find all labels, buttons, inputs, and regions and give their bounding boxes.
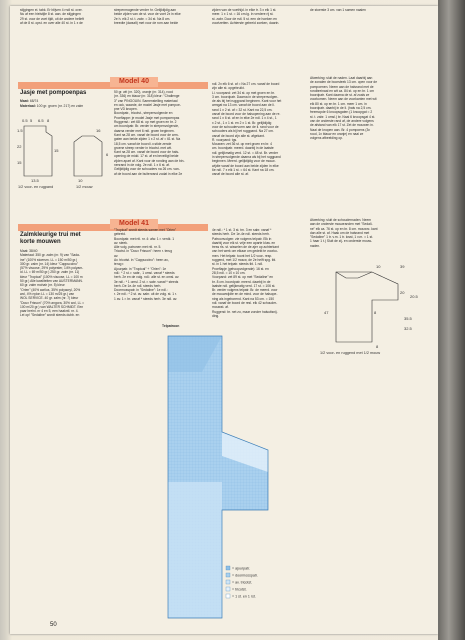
model40-title: Jasje met pompoenpas bbox=[20, 90, 87, 96]
text-line: zijden van de voethijd. in elke tr. 3 x elk 1 st. bbox=[212, 8, 277, 12]
text-line: aan de onderste mouwranden met "Sedali- bbox=[310, 222, 373, 227]
text-line: 300 gr. zalm (nr. 14) kleur "Cappuccino" bbox=[20, 261, 79, 266]
dimension-label: 15 bbox=[17, 160, 22, 165]
model41-col4 bbox=[310, 218, 410, 250]
text-line: schouders als bij het ruggpand. Na 27 cm. bbox=[212, 129, 274, 134]
text-line: 18,5 cm. vanaf de boord i.v.stide zende bbox=[114, 141, 172, 146]
text-line: av. bbox=[114, 253, 119, 258]
text-line: 3 cm. boordpatr. Daarna in de strepenvolgen- bbox=[212, 94, 279, 99]
text-line: meer. 1 x 1 st. = 16 cm.lg. In verdere rij st. bbox=[212, 12, 274, 17]
magazine-page bbox=[10, 6, 438, 634]
dimension-label: 16 bbox=[96, 128, 101, 133]
text-line: 60 gr. zalm mohair (nr. 5) kleur bbox=[20, 283, 65, 288]
text-line: beginnen. Meerd. gelijktijdig voor de mouw- bbox=[212, 159, 276, 164]
dimension-label: 20 bbox=[400, 290, 405, 295]
text-line: Proeflapje (gehoopvolgende): 16 st. en bbox=[212, 266, 269, 271]
text-line: volgens afbeelding op. bbox=[310, 136, 343, 141]
text-line: de stoerste 3 cm. van 1 samen naaien bbox=[310, 8, 366, 12]
text-line: pne VD knopen. bbox=[114, 107, 138, 112]
text-line: voor de schoudervorm aan de li. rand voor de bbox=[212, 124, 279, 129]
text-line: steeds herh. De 1e-4e ndl. steeds herh. bbox=[212, 232, 270, 237]
text-line: vanaf de boord voor de halsopening aan de re. bbox=[212, 112, 281, 117]
text-line: voorkomen. Neem aan de voorkanten met wit bbox=[310, 97, 377, 102]
text-line: Maat: 38/40 bbox=[20, 249, 38, 253]
text-line: stijgingen ei. tabk. Er blijven 4 rndl st. over. bbox=[20, 8, 83, 12]
text-line: Voorpand: zet 89 st. op met "Sedaline" en bbox=[212, 275, 273, 280]
text-line: 3e ndl.: * 1 omsl. 2 st. r. sabr. vanaf * steeds bbox=[114, 279, 179, 284]
text-line: Afwerking: sluit de naden. Laat daarbij aan bbox=[310, 76, 373, 80]
text-line: terug r. bbox=[114, 262, 125, 267]
text-line: boordpatr. daarbij in de li. (hals na 2,5 cm. bbox=[310, 106, 372, 111]
text-line: 2e h. elk 2 st. t. zabr. = 34 st. Na 8 cm. bbox=[114, 16, 171, 21]
text-line: men. Het telpatr. toont het 1/2 voor- resp. bbox=[212, 253, 273, 258]
legend-rst: = 1 st. en 1 rst. bbox=[232, 594, 256, 599]
text-line: WOL SERVICE. 40 gr. zalm (nr. 7) kleur bbox=[20, 296, 79, 301]
text-line: daarbij voor elk st. vrije een aparte kluw. en bbox=[212, 240, 276, 245]
text-line: Kant na 28 cm. vanaf de boord voor de arm- bbox=[114, 132, 179, 137]
text-line: de mouwwijdte en de mind. voor de halsope- bbox=[212, 292, 278, 297]
text-line: ding. bbox=[212, 313, 220, 318]
text-line: r. 2e ndl.: * 2 st. av. sabr. uit de volg. st. 1 r. bbox=[114, 292, 177, 297]
text-line: 1 haar 1 t.) Sluit de zij- en onderste mouw- bbox=[310, 239, 373, 244]
text-line: Mouwen: zet 36 st. op met groen en br. 4 bbox=[212, 142, 272, 147]
text-line: Patroonvolgen: zie volgens telpatr. Elk in bbox=[212, 236, 272, 241]
text-line: Alle volg. patronen met ntl. nr. 5. bbox=[114, 245, 162, 250]
model40-col2 bbox=[114, 90, 206, 186]
text-line: elk 80 st. op en br. 1 cm. meer 1 cm. in bbox=[310, 101, 367, 106]
text-line: 50 gr. wit (nr. 320), oranje (nr. 314), rood bbox=[114, 90, 174, 94]
text-line: 4e ndl.: * 1 st. 3 st. tm. 3 en sabr. vanaf * bbox=[212, 228, 272, 232]
legend-doormosspatr: = doormosspatr. bbox=[232, 573, 258, 578]
text-line: breedte (dwaalt) met voor de rom aan beide bbox=[114, 20, 179, 25]
text-line: groene streep verder in tricotst. met wit. bbox=[114, 145, 172, 150]
text-line: rand 1 x 2 st. af = 32 st. Kant na 22,5 cm. bbox=[212, 107, 273, 112]
dimension-label: 8 bbox=[374, 310, 377, 315]
text-line: voortzetten. Achterste gebreid zoeken, daarin. bbox=[212, 20, 280, 25]
text-line: naden. bbox=[310, 243, 321, 248]
text-line: ndl. 2x elk 6 st. af = Na 27 cm. vanaf de boord bbox=[212, 82, 280, 86]
text-line: Br. verder volgens telpatr. Br. de meerd. voor bbox=[212, 288, 278, 293]
text-line: laatste ndl. gelijkmatig verd. 17 st. = 106 st. bbox=[212, 283, 276, 288]
dimension-label: 20.5 bbox=[410, 294, 418, 299]
text-line: 1 av. 1 r. br. vanaf * steeds herh. 3e ndl. av. bbox=[114, 296, 178, 301]
text-line: Gelijktijdig voor de schouders na 26 cm. van- bbox=[114, 167, 180, 172]
dimension-label: 10 bbox=[376, 264, 381, 269]
dimension-label: 32.5 bbox=[404, 326, 412, 331]
text-line: Li. voorpand: zet 34 st. op met groen en br. bbox=[212, 90, 275, 95]
text-line: nenrand in de volg. 2e ndl. 1 x 6 st. af. bbox=[114, 163, 170, 168]
text-line: strepenmogende verder hr. Gelijktijdig aan bbox=[114, 8, 176, 12]
text-line: Av. tricotst. in "Cappuccino": heen av., bbox=[114, 258, 170, 263]
text-line: vanaf de boord alle st. af. bbox=[212, 172, 250, 177]
telpatroon-label: Telpatroon bbox=[162, 324, 180, 328]
model41-title-2: korte mouwen bbox=[20, 239, 61, 245]
model40-caption-right: 1/2 mouw bbox=[76, 185, 93, 189]
top-col2 bbox=[114, 8, 204, 28]
model40-label: Model 40 bbox=[110, 77, 158, 87]
text-line: Ruggenst.: zet 68 st. op met groen en br. 2 bbox=[114, 120, 177, 125]
text-line: Boordpatr., tricotst., strepenvolgende en bbox=[114, 111, 173, 116]
dimension-label: 6.5 bbox=[38, 118, 44, 123]
text-line: Afwerking: sluit de schoudernaden. Neem bbox=[310, 218, 372, 222]
dimension-label: 5 bbox=[30, 118, 33, 123]
top-col1 bbox=[20, 8, 106, 28]
text-line: 6e ndl. 7 x elk 1 st. = 64 st. Kant na 18 cm. bbox=[212, 167, 275, 172]
text-line: boordpatr. Kant daarna de st. af zoals ze bbox=[310, 93, 370, 98]
text-line: ning als ingeborend. Kant na 53 cm. = 150 bbox=[212, 296, 275, 301]
text-line: mouwst. af. bbox=[212, 305, 229, 310]
dimension-label: 8 bbox=[47, 118, 50, 123]
model41-title-1: Zalmkleurige trui met bbox=[20, 232, 81, 238]
dimension-label: 15 bbox=[54, 148, 59, 153]
text-line: "Tropical" wordt steeds samen met "Orien" bbox=[114, 228, 177, 232]
text-line: 3" van PINGOUIN. Samenstelling materiaal bbox=[114, 98, 178, 103]
dimension-label: 6 bbox=[106, 152, 109, 157]
text-line: x 2 st., 1 x 1 st. en 2 x 1 st. Br. gelijktijdig bbox=[212, 120, 272, 125]
top-col3 bbox=[212, 8, 302, 28]
text-line: st. t. zabr. 1 omsl.) br. Naai 6 knoopsgat 4 st. bbox=[310, 114, 376, 119]
text-line: de als bij het ruggpand beginnen. Kant voor het bbox=[212, 99, 282, 104]
text-line: ruggend, met 1/2 mouw, de 2e helft spg. tbl. bbox=[212, 258, 277, 263]
text-line: cm boordpatr. Br. verder in strepenvolgende, bbox=[114, 124, 180, 129]
model41-schema bbox=[314, 258, 424, 358]
text-line: armgat na 13 cm. vanaf de boord aan de li. bbox=[212, 103, 275, 108]
text-line: st. zabr. Door de rstl. 5 st. een de hoeken en bbox=[212, 16, 277, 21]
dimension-label: 8 bbox=[376, 344, 379, 349]
legend-tricotst: = tricotst. bbox=[232, 587, 247, 592]
text-line: Tricotst. in "Doux Frisson": heen r. terug bbox=[114, 249, 173, 254]
text-line: (nr. 336) en blauw (nr. 318) kleur: "Challenge bbox=[114, 94, 180, 99]
text-line: zijden apart af. Kant voor de ronding aan de bin- bbox=[114, 158, 185, 163]
text-line: Boordpatr. met ntl. nr. 4: afw. 1 r. verdk. 1 bbox=[114, 236, 175, 241]
text-line: "Sedaline" 1 tr. v.m. 1 tr. losst, 1 v.m. = 1 st. bbox=[310, 235, 374, 240]
top-col4 bbox=[310, 8, 410, 28]
text-line: herh. De 1e-4e ndl. steeds herh. bbox=[114, 283, 162, 288]
text-line: gebreid. bbox=[114, 232, 126, 237]
model40-caption-left: 1/2 voor- en rugpand bbox=[18, 185, 54, 189]
model41-col3 bbox=[212, 228, 306, 322]
text-line: Lei op! "Sedaline" wordt steeds dubb. en bbox=[20, 313, 80, 318]
text-line: freemopde 6 knoopsgaten (1 knoopgat = 2 bbox=[310, 110, 373, 115]
text-line: de afstand van elk 17 st. Zet de mouwen in. bbox=[310, 123, 374, 128]
text-line: rand 1 x 6 st. af en in elke 2e ndl. 1 x 4 st., 1 bbox=[212, 116, 277, 121]
dimension-label: 10 bbox=[78, 178, 83, 183]
text-line: gaten aan beide zijden 1 x 2 st. af = 61 st. Na bbox=[114, 137, 181, 142]
text-line: van de onderste rand af, de andere volgens bbox=[310, 118, 374, 123]
text-line: Proefiappe: je model Jasje met pompoenpas bbox=[114, 115, 180, 120]
text-line: kleur "Tropical" (100% viscose, LL = 100 m bbox=[20, 274, 83, 279]
text-line: "Doux Frisson" (70% angora, 30% wol, LL = bbox=[20, 300, 85, 305]
text-line: vanaf de boord zijn alle st. afgekant. bbox=[212, 133, 265, 138]
text-line: af de 8 st. opst. en over alle 40 st. in 1 x de bbox=[20, 20, 83, 25]
telpatroon-chart bbox=[162, 332, 282, 622]
text-line: (57% viscose, 29% polyester, 14% polyam- bbox=[20, 266, 84, 271]
text-line: zijn alle st. opgebruikt. bbox=[212, 86, 245, 91]
text-line: cm. boordpatr. meerd. daarbij in de laatste bbox=[212, 146, 274, 151]
text-line: in strepenvolgende daarna als bij het ruggpand bbox=[212, 155, 281, 160]
text-line: Ajourpatr. in "Tropical" + "Orien": 1e bbox=[114, 266, 167, 271]
text-line: 50 gr.) Alle kwaliteiten van AUSTERMANN. bbox=[20, 279, 83, 284]
text-line: paar breinl. nr 4 en 5, een haakntl. nr. 4. bbox=[20, 309, 79, 314]
text-line: wol, 4% nylon LL = 130 m/25 gr.) van bbox=[20, 291, 75, 296]
text-line: R. voorpand: tgs. bbox=[212, 137, 238, 142]
dimension-label: 22 bbox=[17, 144, 22, 149]
legend-av-tricotst: = av. tricotst. bbox=[232, 580, 253, 585]
text-line: Doormosspatr. in "Sedaline": 1e ndl.: bbox=[114, 288, 168, 293]
text-line: Nu af een hielstijle 8 st. aan. de stijgingen bbox=[20, 12, 81, 17]
model40-maat: Maat: 68/74 bbox=[20, 99, 39, 103]
text-line: daarna verder met 6 rstl. groen beginnen. bbox=[114, 128, 175, 133]
text-line: 29 st. voor de voet tijdt, uit de andere helleft bbox=[20, 16, 84, 21]
dimension-label: 35.5 bbox=[404, 316, 412, 321]
text-line: van het werk om elkaar om gedekt te voorko- bbox=[212, 249, 278, 254]
model40-col4 bbox=[310, 76, 410, 150]
text-line: 100 m/20 gr.) van WALTER SCHMIDT. Een bbox=[20, 304, 84, 309]
dimension-label: 0.5 bbox=[22, 118, 28, 123]
legend-ajourpatr: = ajourpatr. bbox=[232, 566, 251, 571]
model41-col2 bbox=[114, 228, 208, 312]
text-line: Ruggend: br. net zo, maar zonder halsuitsnij- bbox=[212, 309, 278, 314]
text-line: br. 8 cm. boordpatr. meerd. daarbij in de bbox=[212, 279, 271, 284]
text-line: opening de midd. 17 st. af en beveiligt beide bbox=[114, 154, 179, 159]
text-line: av. steek. bbox=[114, 240, 128, 245]
telpatroon-legend bbox=[226, 566, 258, 599]
model40-schema bbox=[16, 112, 114, 194]
dimension-label: 39 bbox=[400, 264, 405, 269]
text-line: ine" (100% stoersm. LL = 150 m/50 gr.) bbox=[20, 257, 78, 262]
text-line: pompoenen. Neem aan de halsrand met de bbox=[310, 84, 374, 89]
text-line: tress rls. st. wisselen de de ajer op achterkant bbox=[212, 245, 279, 250]
text-line: st. in 1 het telpatr. steeds tbl. 1 ndl. bbox=[212, 262, 263, 267]
text-line: dan alle st. af. Haak om de halsrand met bbox=[310, 230, 370, 235]
text-line: herh. 2e en de volg. ndl.: alle st. en omsl. av. bbox=[114, 275, 180, 280]
page-number: 50 bbox=[50, 622, 57, 628]
book-edge bbox=[438, 0, 465, 640]
model41-col1 bbox=[20, 249, 110, 323]
text-line: af de boord aan de buitenrand zodat in elke 2e bbox=[114, 171, 183, 176]
text-line: de zonalen de boorsteek 13 cm. open voor de bbox=[310, 80, 378, 85]
dimension-label: 47 bbox=[324, 310, 329, 315]
text-line: en ook, waarde, de model Jasje met pompoe- bbox=[114, 102, 181, 107]
dimension-label: 1.5 bbox=[17, 128, 23, 133]
text-line: 28,5 ndl. = 10 x 10 cm. bbox=[212, 270, 246, 275]
text-line: id. LL = 69 m/50 gr.) 250 gr. zalm (nr. 11) bbox=[20, 270, 80, 275]
text-line: "Orien" (40% acrilus, 35% polyacryl, 20% bbox=[20, 287, 81, 292]
model41-label: Model 41 bbox=[110, 219, 158, 229]
dimension-label: 13.5 bbox=[31, 178, 39, 183]
text-line: Materiaal: 350 gr. zalm (nr. 9) van "Sada- bbox=[20, 253, 80, 258]
text-line: rood, 1x blauw en oranje) en naai ze bbox=[310, 131, 364, 136]
text-line: Naai de knopen aan. Br. 4 pompoens (3x bbox=[310, 127, 370, 132]
text-line: ndl. gelijkmatig verd. 12 st. = 48 st. Br. verder bbox=[212, 150, 279, 155]
model40-col3 bbox=[212, 82, 306, 188]
model40-materiaal: Materiaal: 100 gr. groen (nr. 217) en zalm bbox=[20, 104, 84, 108]
text-line: ndl. vanaf de boord de resl. elk 42 schouder- bbox=[212, 301, 278, 306]
text-line: Kant na 28 cm. vanaf de boord voor de hals- bbox=[114, 150, 180, 155]
text-line: ne" elk ca. 76 st. op en br. 8 cm. mouwrc. kant bbox=[310, 226, 378, 231]
text-line: ndl.: * 2 st. r. sabr., 1 omsl. vanaf * steeds bbox=[114, 270, 175, 275]
text-line: rondbreinaal en wit ca. 84 st. op en br. 1 cm bbox=[310, 88, 374, 93]
text-line: wijdte vanaf de boord aan beide zijden in elke bbox=[212, 163, 279, 168]
text-line: beide zijden van de st. voor de voet 2x in elke bbox=[114, 12, 181, 17]
model41-schema-caption: 1/2 voor- en ruggend met 1/2 mouw bbox=[320, 351, 381, 355]
